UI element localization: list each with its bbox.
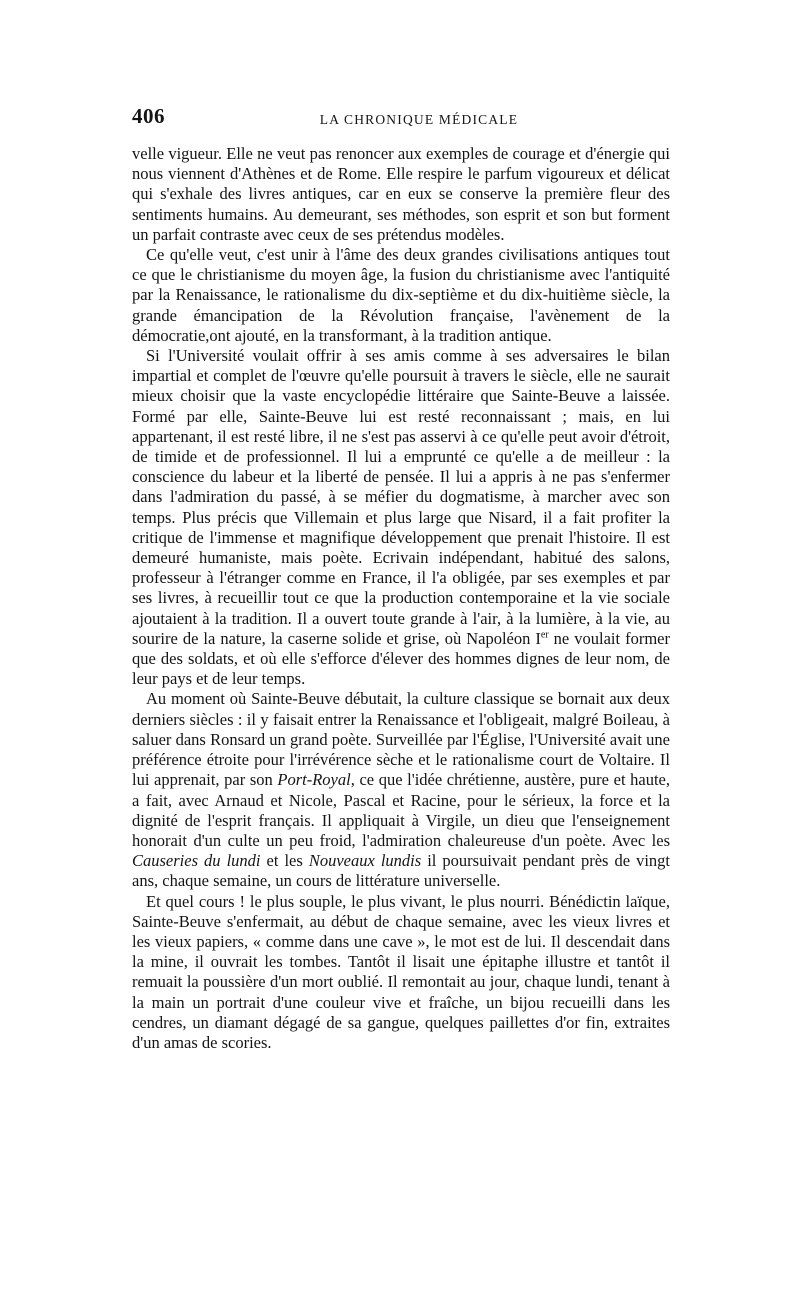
text-run: , ce que l'idée chrétienne, austère, pure et haute, a fait, avec Arnaud et Nicole, Pascal et Racine, pour le sérieux, la force et la dignité de l'esprit français. Il appliquait à Virgile, un dieu que l'enseignement honorait d'un culte un peu froid, l'admiration chaleureuse d'un poète. Avec les xyxy=(132,770,670,850)
italic-title: Nouveaux lundis xyxy=(308,851,422,871)
running-head xyxy=(132,104,670,136)
journal-title: LA CHRONIQUE MÉDICALE xyxy=(319,112,519,127)
paragraph xyxy=(132,245,670,346)
text-run: et les xyxy=(260,851,309,871)
text-run: Ce qu'elle veut, c'est unir à l'âme des deux grandes civilisations antiques tout ce que le christianisme du moyen âge, la fusion du christianisme avec l'antiquité par la Renaissance, le rationalisme du dix-septième et du dix-huitième siècle, la grande émancipation de la Révolution française, l'avènement de la démocratie,ont ajouté, en la transformant, à la tradition antique. xyxy=(132,245,670,345)
paragraph xyxy=(132,144,670,245)
text-run: Et quel cours ! le plus souple, le plus vivant, le plus nourri. Bénédictin laïque, Sainte-Beuve s'enfermait, au début de chaque semaine, avec les vieux livres et les vieux papiers, « comme dans une cave », le mot est de lui. Il descendait dans la mine, il ouvrait les tombes. Tantôt il lisait une épitaphe illustre et tantôt il remuait la poussière d'un mort oublié. Il remontait au jour, chaque lundi, tenant à la main un portrait d'une couleur vive et fraîche, un bijou recueilli dans les cendres, un diamant dégagé de sa gangue, quelques paillettes d'or fin, extraites d'un amas de scories. xyxy=(132,891,670,1052)
italic-title: Port-Royal xyxy=(277,770,351,790)
italic-title: Causeries du lundi xyxy=(132,851,261,871)
paragraph xyxy=(132,689,670,891)
page-number: 406 xyxy=(132,104,165,128)
article-body xyxy=(132,144,670,1053)
text-run: velle vigueur. Elle ne veut pas renoncer aux exemples de courage et d'énergie qui nous viennent d'Athènes et de Rome. Elle respire le parfum vigoureux et délicat qui s'exhale des livres antiques, car en eux se conserve la première fleur des sentiments humains. Au demeurant, ses méthodes, son esprit et son but forment un parfait contraste avec ceux de ses prétendus modèles. xyxy=(132,144,670,244)
text-run: Au moment où Sainte-Beuve débutait, la culture classique se bornait aux deux derniers siècles : il y faisait entrer la Renaissance et l'obligeait, malgré Boileau, à saluer dans Ronsard un grand poète. Surveillée par l'Église, l'Université avait une préférence étroite pour l'irrévérence sèche et le rationalisme court de Voltaire. Il lui apprenait, par son xyxy=(132,689,670,790)
text-run: ne voulait former que des soldats, et où elle s'efforce d'élever des hommes dignes de leur nom, de leur pays et de leur temps. xyxy=(132,628,670,689)
text-run: Si l'Université voulait offrir à ses amis comme à ses adversaires le bilan impartial et complet de l'œuvre qu'elle poursuit à travers le siècle, elle ne saurait mieux choisir que la vaste encyclopédie littéraire que Sainte-Beuve a laissée. Formé par elle, Sainte-Beuve lui est resté reconnaissant ; mais, en lui appartenant, il est resté libre, il ne s'est pas asservi à ce qu'elle peut avoir d'étroit, de timide et de professionnel. Il lui a emprunté ce qu'elle a de meilleur : la conscience du labeur et la liberté de pensée. Il lui a appris à ne pas s'enfermer dans l'admiration du passé, à se méfier du dogmatisme, à marcher avec son temps. Plus précis que Villemain et plus large que Nisard, il a fait profiter la critique de l'immense et magnifique développement que prenait l'histoire. Il est demeuré humaniste, mais poète. Ecrivain indépendant, habitué des salons, professeur à l'étranger comme en France, il l'a obligée, par ses exemples et par ses livres, à recueillir tout ce que la production contemporaine et la vie sociale ajoutaient à la tradition. Il a ouvert toute grande à l'air, à la lumière, à la vie, au sourire de la nature, la caserne solide et grise, où Napoléon I xyxy=(132,346,670,648)
paragraph xyxy=(132,892,670,1054)
paragraph xyxy=(132,346,670,689)
book-page xyxy=(132,104,670,1053)
text-run: il poursuivait pendant près de vingt ans, chaque semaine, un cours de littérature universelle. xyxy=(132,851,670,891)
superscript-text: er xyxy=(540,629,549,641)
